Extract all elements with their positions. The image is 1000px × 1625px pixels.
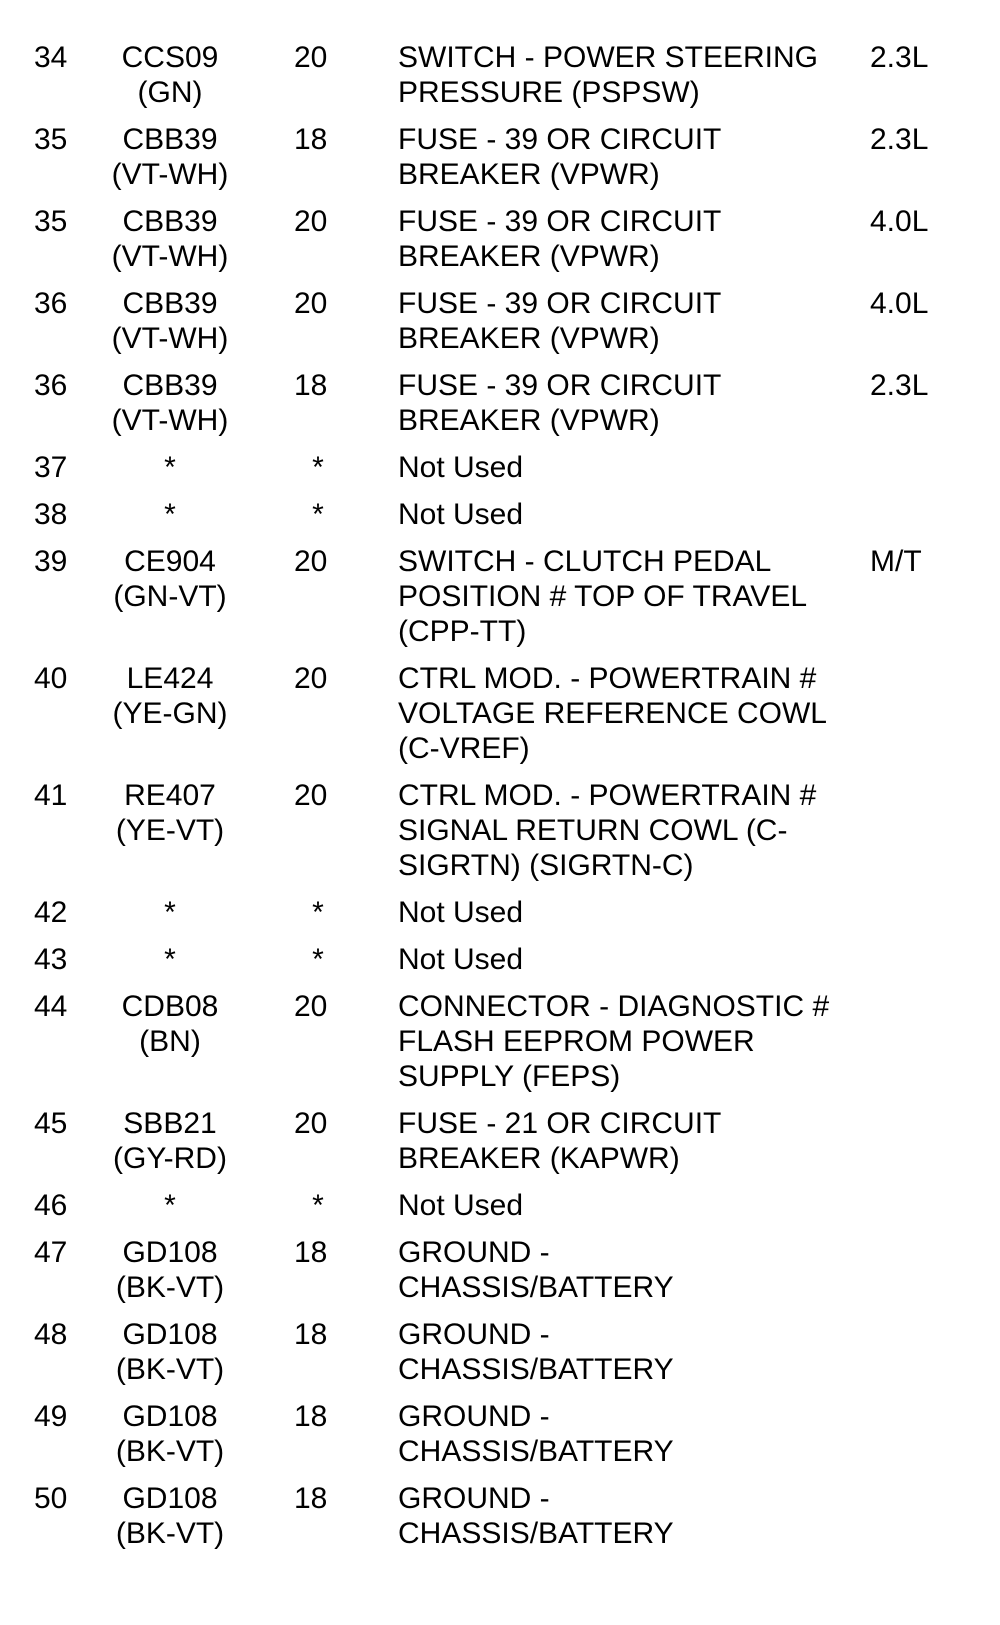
wire-gauge: 18 [294, 123, 328, 156]
wire-gauge: 20 [294, 662, 328, 695]
circuit-function: CONNECTOR - DIAGNOSTIC # FLASH EEPROM POWER SUPPLY (FEPS) [398, 990, 830, 1093]
option-label: 4.0L [870, 287, 929, 320]
table-row [0, 1235, 1000, 1317]
cavity-number: 46 [34, 1189, 68, 1222]
circuit-function: Not Used [398, 498, 524, 531]
circuit-code: LE424 (YE-GN) [112, 662, 228, 730]
cavity-number: 34 [34, 41, 68, 74]
circuit-function: GROUND - CHASSIS/BATTERY [398, 1236, 674, 1304]
table-row [0, 544, 1000, 661]
circuit-function: FUSE - 39 OR CIRCUIT BREAKER (VPWR) [398, 369, 722, 437]
table-row [0, 1399, 1000, 1481]
circuit-code: CBB39 (VT-WH) [111, 205, 229, 273]
cavity-number: 35 [34, 205, 68, 238]
option-label: 2.3L [870, 369, 929, 402]
circuit-code: CCS09 (GN) [121, 41, 219, 109]
table-row [0, 497, 1000, 544]
table-row [0, 1481, 1000, 1563]
circuit-function: SWITCH - CLUTCH PEDAL POSITION # TOP OF TRAVEL (CPP-TT) [398, 545, 808, 648]
circuit-function: GROUND - CHASSIS/BATTERY [398, 1318, 674, 1386]
wire-gauge: * [312, 896, 324, 929]
cavity-number: 49 [34, 1400, 68, 1433]
circuit-code: * [164, 498, 176, 531]
cavity-number: 38 [34, 498, 68, 531]
wire-gauge: 20 [294, 1107, 328, 1140]
circuit-function: FUSE - 39 OR CIRCUIT BREAKER (VPWR) [398, 205, 722, 273]
table-row [0, 286, 1000, 368]
circuit-function: Not Used [398, 1189, 524, 1222]
cavity-number: 48 [34, 1318, 68, 1351]
table-row [0, 661, 1000, 778]
table-row [0, 895, 1000, 942]
circuit-code: RE407 (YE-VT) [115, 779, 225, 847]
circuit-code: * [164, 943, 176, 976]
table-row [0, 1188, 1000, 1235]
cavity-number: 41 [34, 779, 68, 812]
circuit-function: GROUND - CHASSIS/BATTERY [398, 1482, 674, 1550]
cavity-number: 44 [34, 990, 68, 1023]
wire-gauge: 18 [294, 1318, 328, 1351]
wire-gauge: 20 [294, 205, 328, 238]
wire-gauge: 20 [294, 287, 328, 320]
circuit-code: CE904 (GN-VT) [113, 545, 227, 613]
circuit-code: CBB39 (VT-WH) [111, 287, 229, 355]
cavity-number: 37 [34, 451, 68, 484]
wire-gauge: 20 [294, 545, 328, 578]
connector-pinout-table [0, 40, 1000, 1563]
circuit-code: * [164, 1189, 176, 1222]
cavity-number: 43 [34, 943, 68, 976]
wire-gauge: * [312, 451, 324, 484]
wire-gauge: 18 [294, 369, 328, 402]
circuit-code: GD108 (BK-VT) [115, 1318, 225, 1386]
circuit-code: CDB08 (BN) [121, 990, 219, 1058]
circuit-function: Not Used [398, 943, 524, 976]
wire-gauge: 18 [294, 1236, 328, 1269]
table-row [0, 989, 1000, 1106]
circuit-function: CTRL MOD. - POWERTRAIN # SIGNAL RETURN COWL (C- SIGRTN) (SIGRTN-C) [398, 779, 817, 882]
circuit-function: SWITCH - POWER STEERING PRESSURE (PSPSW) [398, 41, 818, 109]
cavity-number: 35 [34, 123, 68, 156]
cavity-number: 36 [34, 369, 68, 402]
wire-gauge: 20 [294, 41, 328, 74]
wire-gauge: 18 [294, 1400, 328, 1433]
circuit-function: CTRL MOD. - POWERTRAIN # VOLTAGE REFERENCE COWL (C-VREF) [398, 662, 827, 765]
cavity-number: 39 [34, 545, 68, 578]
circuit-code: * [164, 451, 176, 484]
circuit-function: FUSE - 21 OR CIRCUIT BREAKER (KAPWR) [398, 1107, 722, 1175]
table-row [0, 40, 1000, 122]
table-row [0, 1317, 1000, 1399]
table-row [0, 942, 1000, 989]
cavity-number: 50 [34, 1482, 68, 1515]
option-label: 2.3L [870, 123, 929, 156]
circuit-function: GROUND - CHASSIS/BATTERY [398, 1400, 674, 1468]
circuit-code: GD108 (BK-VT) [115, 1236, 225, 1304]
circuit-code: * [164, 896, 176, 929]
table-row [0, 368, 1000, 450]
circuit-code: SBB21 (GY-RD) [113, 1107, 227, 1175]
wire-gauge: 20 [294, 779, 328, 812]
circuit-code: GD108 (BK-VT) [115, 1400, 225, 1468]
wire-gauge: 20 [294, 990, 328, 1023]
circuit-function: Not Used [398, 896, 524, 929]
cavity-number: 45 [34, 1107, 68, 1140]
circuit-code: GD108 (BK-VT) [115, 1482, 225, 1550]
circuit-function: FUSE - 39 OR CIRCUIT BREAKER (VPWR) [398, 287, 722, 355]
circuit-function: Not Used [398, 451, 524, 484]
wire-gauge: 18 [294, 1482, 328, 1515]
option-label: 2.3L [870, 41, 929, 74]
cavity-number: 47 [34, 1236, 68, 1269]
circuit-code: CBB39 (VT-WH) [111, 123, 229, 191]
table-row [0, 450, 1000, 497]
option-label: M/T [870, 545, 922, 578]
circuit-function: FUSE - 39 OR CIRCUIT BREAKER (VPWR) [398, 123, 722, 191]
cavity-number: 36 [34, 287, 68, 320]
wire-gauge: * [312, 943, 324, 976]
wire-gauge: * [312, 498, 324, 531]
wire-gauge: * [312, 1189, 324, 1222]
option-label: 4.0L [870, 205, 929, 238]
cavity-number: 42 [34, 896, 68, 929]
table-row [0, 204, 1000, 286]
table-row [0, 122, 1000, 204]
table-row [0, 1106, 1000, 1188]
circuit-code: CBB39 (VT-WH) [111, 369, 229, 437]
cavity-number: 40 [34, 662, 68, 695]
table-row [0, 778, 1000, 895]
